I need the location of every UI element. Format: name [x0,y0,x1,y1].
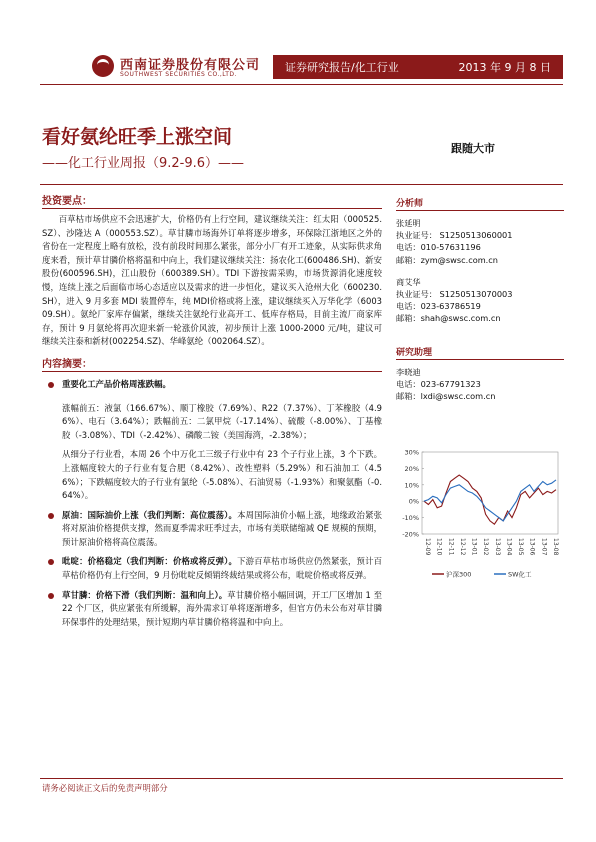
x-tick-label: 12-09 [424,538,431,556]
content-heading: 内容摘要： [42,358,92,370]
assistant-phone: 电话：023-67791323 [396,378,481,389]
analyst-cert: 执业证号： S1250513070003 [396,289,513,300]
x-tick-label: 13-01 [470,538,478,556]
legend-label: SW化工 [508,570,532,579]
bullet-crude-oil [42,509,382,550]
assistant-card [396,366,564,403]
analyst-email[interactable]: 邮箱：shah@swsc.com.cn [396,313,501,324]
bullet-price-change [42,378,382,503]
disclaimer-footer: 请务必阅读正文后的免责声明部分 [42,783,168,793]
company-name-cn: 西南证券股份有限公司 [120,58,261,73]
sidebar [396,192,564,402]
x-tick-label: 13-03 [493,538,501,556]
section-divider [42,371,382,372]
footer-divider [40,778,563,779]
rating-label: 跟随大市 [451,142,495,155]
y-tick-label: 10% [404,481,419,490]
analyst-phone: 电话：010-57631196 [396,242,481,253]
bullet-icon [48,559,54,565]
plot-frame [422,452,558,534]
bullet-title: 草甘膦：价格下滑（我们判断：温和向上）。 [62,589,228,600]
x-tick-label: 13-05 [517,538,525,556]
bullet-text: 草甘膦价格小幅回调，开工厂区增加 1 至 22 个厂区，供应紧张有所缓解，海外需求订单将逐渐增多，但官方仍未公布对草甘膦环保事件的处理结果，预计短期内草甘膦价格将温和中向上。 [62,589,382,627]
assistant-name: 李晓迪 [396,366,421,377]
report-subtitle: ——化工行业周报（9.2-9.6）—— [42,156,245,171]
legend-label: 沪深300 [446,570,472,579]
report-header [0,0,596,84]
bullet-icon [48,593,54,599]
analyst-name: 张延明 [396,218,421,228]
bullet-pyridine [42,555,382,582]
x-tick-label: 13-06 [528,538,536,556]
y-tick-label: 30% [404,448,419,457]
bullet-glyphosate [42,589,382,630]
report-date: 2013 年 9 月 8 日 [458,61,551,74]
report-title: 看好氨纶旺季上涨空间 [42,126,233,148]
sidebar-divider [396,359,564,360]
analyst-email[interactable]: 邮箱：zym@swsc.com.cn [396,254,498,265]
y-tick-label: 20% [404,464,419,473]
x-tick-label: 13-02 [482,538,490,556]
x-tick-label: 12-10 [435,538,443,556]
analyst-card [396,276,564,325]
analyst-phone: 电话：023-63786519 [396,301,481,312]
bullet-icon [48,382,54,388]
x-tick-label: 13-08 [552,538,559,556]
x-tick-label: 12-11 [447,538,455,556]
section-divider [42,208,382,209]
bullet-text: 本周国际油价小幅上涨，地缘政治紧张将对原油价格提供支撑，然而夏季需求旺季过去，市场有美联储缩减 QE 规模的预期，预计原油价格将高位震荡。 [62,509,383,547]
sidebar-divider [396,210,564,211]
bullet-title: 原油：国际油价上涨（我们判断：高位震荡）。 [62,509,238,520]
y-tick-label: -10% [402,514,419,523]
x-tick-label: 13-04 [505,538,513,556]
title-divider [40,184,563,185]
company-logo-icon [92,55,114,77]
bullet-title: 重要化工产品价格周涨跌幅。 [62,378,171,389]
bullet-text: 下游百草枯市场供应仍然紧张，预计百草枯价格仍有上行空间，9 月份吡啶反倾销终裁结果或将公布，吡啶价格或将反弹。 [62,556,383,581]
main-column [42,192,382,629]
bullet-icon [48,513,54,519]
assistant-email[interactable]: 邮箱：lxdi@swsc.com.cn [396,391,496,402]
report-category: 证券研究报告/化工行业 [285,61,399,74]
y-tick-label: -20% [402,530,419,539]
x-tick-label: 12-12 [458,538,466,556]
investment-heading: 投资要点： [42,196,92,207]
company-name-en: SOUTHWEST SECURITIES CO.,LTD. [120,71,237,78]
relative-performance-chart [398,446,564,582]
bullet-paragraph: 从细分子行业看，本周 26 个中万化工三级子行业中有 23 个子行业上涨，3 个下跌。上涨幅度较大的子行业有复合肥（8.42%）、改性塑料（5.29%）和石油加工（4.56%）；下跌幅度较大的子行业有氯纶（-5.08%）、石油贸易（-1.93%）和聚氨酯（-0.64%）。 [62,449,382,501]
investment-paragraph: 百草枯市场供应不会迅速扩大，价格仍有上行空间，建议继续关注：红太阳（000525.SZ）、沙隆达 A（000553.SZ）。草甘膦市场海外订单将逐步增多，环保除江浙地区之外的省份在一定程度上略有放松，没有前段时间那么紧张，部分小厂有开工迹象，从实际供求角度来看，预计草甘膦价格将温和中向上，我们建议继续关注：扬农化工(600486.SH)、新安股份(600596.SH)，江山股份（600389.SH）。TDI 下游按需采购，市场货源消化速度较慢，连续上涨之后面临市场心态适应以及需求的进一步恒化，建议买入沧州大化（600230.SH），进入 9 月多套 MDI 装置停车，纯 MDI价格或将上涨，建议继续买入万华化学（600309.SH）。氨纶厂家库存偏紧，继续关注氨纶行业高开工、低库存格局，目前主流厂商家库存，预计 9 月氨纶将再次迎来新一轮涨价风波，初步预计上涨 1000-2000 元/吨，建议可继续关注泰和新材(002254.SZ)、华峰氨纶（002064.SZ）。 [42,214,382,347]
analyst-card [396,217,564,266]
header-divider [40,84,563,85]
header-bar [273,55,563,79]
bullet-title: 吡啶：价格稳定（我们判断：价格或将反弹）。 [62,556,238,567]
assistant-heading: 研究助理 [396,347,433,358]
y-tick-label: 0% [408,497,419,506]
analyst-name: 商艾华 [396,276,421,287]
x-tick-label: 13-07 [540,538,548,556]
analyst-cert: 执业证号： S1250513060001 [396,230,513,241]
analyst-heading: 分析师 [396,199,424,209]
bullet-paragraph: 涨幅前五：液氯（166.67%）、顺丁橡胶（7.69%）、R22（7.37%）、丁苯橡胶（4.96%）、电石（3.64%）；跌幅前五：二氯甲烷（-17.14%）、硫酸（-8.00%）、丁基橡胶（-3.08%）、TDI（-2.42%）、磷酸二铵（美国海湾，-2.38%）； [62,402,382,440]
